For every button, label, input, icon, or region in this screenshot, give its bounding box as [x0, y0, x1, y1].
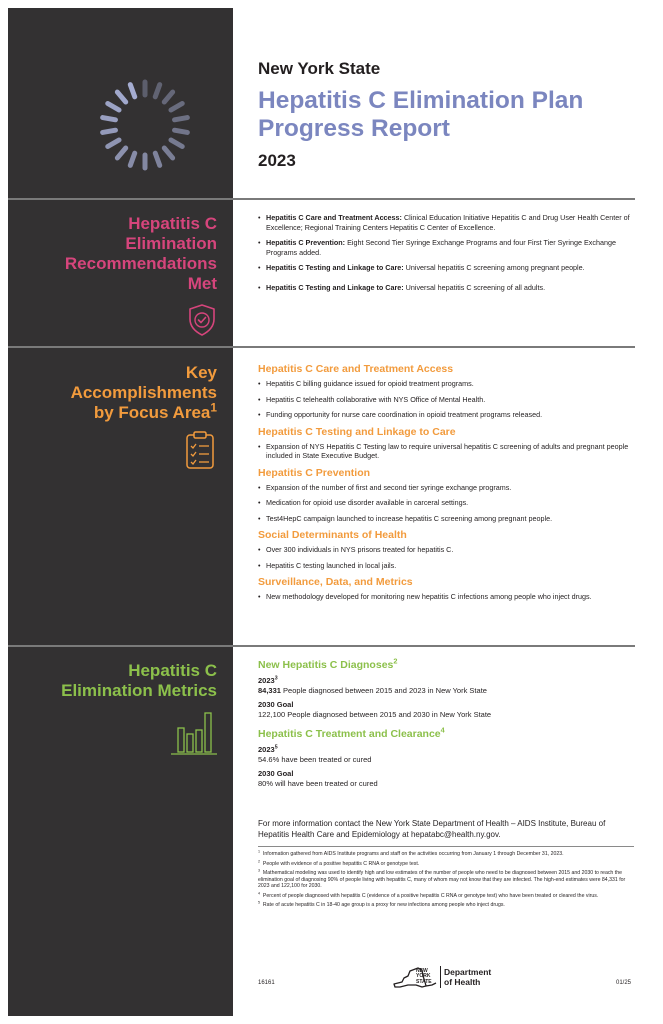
- footnote-text: Mathematical modeling was used to identify high and low estimates of the number of people who need to be diagnosed between 2015 and 2030 to reach the elimination goal of diagnosing 90% of people living with hepatitis C, many of whom may not know that they are infected. The high-end estimates were 84,331 for 2023 and 122,100 for 2030.: [258, 870, 626, 889]
- list-item: • Medication for opioid use disorder available in carceral settings.: [258, 498, 636, 508]
- recommendations-list: [258, 213, 636, 298]
- list-item: [258, 283, 636, 293]
- spinner-segment: [117, 92, 125, 102]
- nys-doh-logo: [392, 966, 512, 990]
- item-label: Hepatitis C Prevention:: [266, 238, 346, 247]
- footnotes: [258, 851, 632, 912]
- footer-code: 16161: [258, 980, 275, 986]
- footnote-num: 5: [258, 900, 261, 905]
- footnote-text: People with evidence of a positive hepatitis C RNA or genotype test.: [262, 860, 420, 867]
- list-item: • Funding opportunity for nurse care coordination in opioid treatment programs released.: [258, 410, 636, 420]
- title-line: Hepatitis C: [128, 214, 217, 233]
- focus-area: [258, 576, 636, 602]
- focus-area: [258, 467, 636, 524]
- title-line-text: by Focus Area: [93, 403, 211, 422]
- section-divider: [8, 198, 635, 200]
- state-name: New York State: [258, 59, 381, 78]
- spinner-segment: [155, 85, 159, 97]
- footnote-ref: 2: [393, 656, 398, 666]
- focus-area-heading: Hepatitis C Care and Treatment Access: [258, 363, 454, 375]
- focus-area-heading: Hepatitis C Testing and Linkage to Care: [258, 425, 456, 438]
- footnote-num: 3: [258, 868, 261, 873]
- footnote-num: 2: [258, 858, 261, 863]
- spinner-segment: [108, 140, 119, 147]
- recommendations-title: [65, 214, 217, 294]
- title-line: Recommendations: [64, 254, 217, 273]
- focus-area: [258, 529, 636, 570]
- report-title-line1: Hepatitis C Elimination Plan: [258, 87, 584, 114]
- metric-goal-value: 122,100 People diagnosed between 2015 and 2030 in New York State: [258, 710, 492, 719]
- logo-line: YORK: [416, 973, 431, 980]
- list-item: [258, 238, 636, 257]
- item-label: Hepatitis C Testing and Linkage to Care:: [266, 282, 404, 292]
- item-label: Hepatitis C Care and Treatment Access:: [266, 213, 402, 222]
- title-line: Met: [187, 274, 217, 293]
- spinner-segment: [130, 153, 134, 165]
- focus-area-heading: Surveillance, Data, and Metrics: [258, 576, 413, 588]
- footnote-text: Percent of people diagnosed with hepatitis C (evidence of a positive hepatitis C RNA or genotype test) who have been treated or cleared the virus.: [262, 892, 599, 899]
- focus-area-heading: Hepatitis C Prevention: [258, 466, 371, 479]
- list-item: • Expansion of the number of first and second tier syringe exchange programs.: [258, 483, 636, 493]
- focus-area: [258, 426, 636, 461]
- focus-area: [258, 363, 636, 420]
- logo-divider: [440, 966, 441, 988]
- footnote: [258, 870, 632, 890]
- title-line: [71, 400, 217, 423]
- footnote-ref: 3: [274, 675, 278, 682]
- metrics-content: [258, 656, 636, 793]
- spinner-segment: [108, 104, 119, 111]
- focus-area-heading: Social Determinants of Health: [258, 529, 407, 541]
- metric-year-label: [258, 745, 636, 755]
- spinner-segment: [130, 85, 134, 97]
- footnote-divider: [258, 846, 634, 847]
- metric-goal-label: 2030 Goal: [258, 769, 294, 778]
- list-item: • Hepatitis C billing guidance issued for opioid treatment programs.: [258, 379, 636, 389]
- metric-year-value: 54.6% have been treated or cured: [258, 755, 372, 764]
- logo-line: of Health: [444, 977, 481, 987]
- value-text: People diagnosed between 2015 and 2023 in New York State: [280, 686, 487, 695]
- metric-goal-label: 2030 Goal: [258, 700, 294, 709]
- report-title-line2: Progress Report: [258, 115, 450, 142]
- footnote-ref: 1: [210, 400, 217, 415]
- spinner-progress-icon: [95, 75, 195, 175]
- shield-check-icon: [187, 303, 217, 337]
- footnote-num: 1: [258, 849, 261, 854]
- spinner-segment: [171, 104, 182, 111]
- spinner-segment: [164, 92, 172, 102]
- item-text: Clinical Education Initiative Hepatitis C and Drug User Health Center of Excellence; Regional Training Centers Hepatitis C Center of Excellence.: [266, 213, 630, 232]
- footnote-text: Information gathered from AIDS Institute programs and staff on the activities occurring from January 1 through December 31, 2023.: [262, 851, 564, 857]
- logo-department-text: [444, 967, 491, 987]
- list-item: • Hepatitis C telehealth collaborative with NYS Office of Mental Health.: [258, 395, 636, 405]
- title-line: Accomplishments: [70, 383, 217, 402]
- accomplishments-title: [71, 363, 217, 423]
- item-text: Eight Second Tier Syringe Exchange Programs and four First Tier Syringe Exchange Programs added.: [266, 238, 616, 257]
- heading-text: New Hepatitis C Diagnoses: [258, 659, 394, 671]
- list-item: [258, 213, 636, 232]
- footer-date: 01/25: [616, 980, 632, 986]
- logo-line: NEW: [416, 968, 428, 974]
- metrics-title: [61, 661, 217, 701]
- spinner-segment: [155, 153, 159, 165]
- title-line: Key: [185, 363, 217, 382]
- title-line: Elimination: [125, 234, 217, 253]
- footnote-ref: 5: [274, 744, 278, 751]
- header: [258, 58, 638, 172]
- metric-year-label: [258, 676, 636, 686]
- label-text: 2023: [258, 745, 275, 754]
- contact-info: For more information contact the New York State Department of Health – AIDS Institute, Bureau of Hepatitis Health Care and Epidemiology at hepatabc@health.ny.gov.: [258, 819, 606, 839]
- item-text: Universal hepatitis C screening of all adults.: [403, 282, 546, 292]
- spinner-segment: [164, 148, 172, 158]
- list-item: • New methodology developed for monitoring new hepatitis C infections among people who inject drugs.: [258, 592, 636, 602]
- item-label: Hepatitis C Testing and Linkage to Care:: [266, 263, 404, 272]
- list-item: • Hepatitis C testing launched in local jails.: [258, 561, 636, 571]
- metric-goal-value: 80% will have been treated or cured: [258, 779, 378, 788]
- spinner-segment: [175, 130, 188, 132]
- section-divider: [8, 645, 635, 647]
- spinner-segment: [117, 148, 125, 158]
- spinner-segment: [103, 118, 116, 120]
- report-year: 2023: [258, 151, 296, 170]
- logo-line: Department: [444, 967, 492, 977]
- spinner-segment: [175, 118, 188, 120]
- logo-state-text: [416, 969, 432, 985]
- list-item: • Expansion of NYS Hepatitis C Testing law to require universal hepatitis C screening of adults and pregnant people included in State Executive Budget.: [258, 442, 636, 461]
- section-divider: [8, 346, 635, 348]
- list-item: • Test4HepC campaign launched to increase hepatitis C screening among pregnant people.: [258, 514, 636, 524]
- heading-text: Hepatitis C Treatment and Clearance: [258, 728, 441, 740]
- footnote: [258, 858, 632, 868]
- diagnoses-heading: [258, 656, 636, 672]
- accomplishments-list: [258, 363, 636, 608]
- title-line: Elimination Metrics: [61, 681, 217, 700]
- value-bold: 84,331: [258, 686, 281, 695]
- report-title: [258, 87, 638, 143]
- list-item: [258, 263, 636, 273]
- treatment-heading: [258, 725, 636, 741]
- clipboard-checklist-icon: [184, 430, 216, 470]
- footnote-num: 4: [258, 890, 261, 895]
- logo-line: STATE: [416, 978, 432, 985]
- bar-chart-icon: [170, 710, 218, 756]
- spinner-segment: [103, 130, 116, 132]
- spinner-segment: [171, 140, 182, 147]
- footnote-ref: 4: [440, 725, 445, 735]
- footnote: [258, 902, 632, 909]
- footnote-text: Rate of acute hepatitis C in 18-40 age group is a proxy for new infections among people who inject drugs.: [262, 902, 505, 908]
- footnote: [258, 890, 632, 900]
- footnote: [258, 851, 632, 858]
- list-item: • Over 300 individuals in NYS prisons treated for hepatitis C.: [258, 545, 636, 555]
- label-text: 2023: [258, 676, 275, 685]
- metric-year-value: [258, 686, 636, 696]
- title-line: Hepatitis C: [128, 661, 217, 680]
- item-text: Universal hepatitis C screening among pregnant people.: [403, 263, 585, 272]
